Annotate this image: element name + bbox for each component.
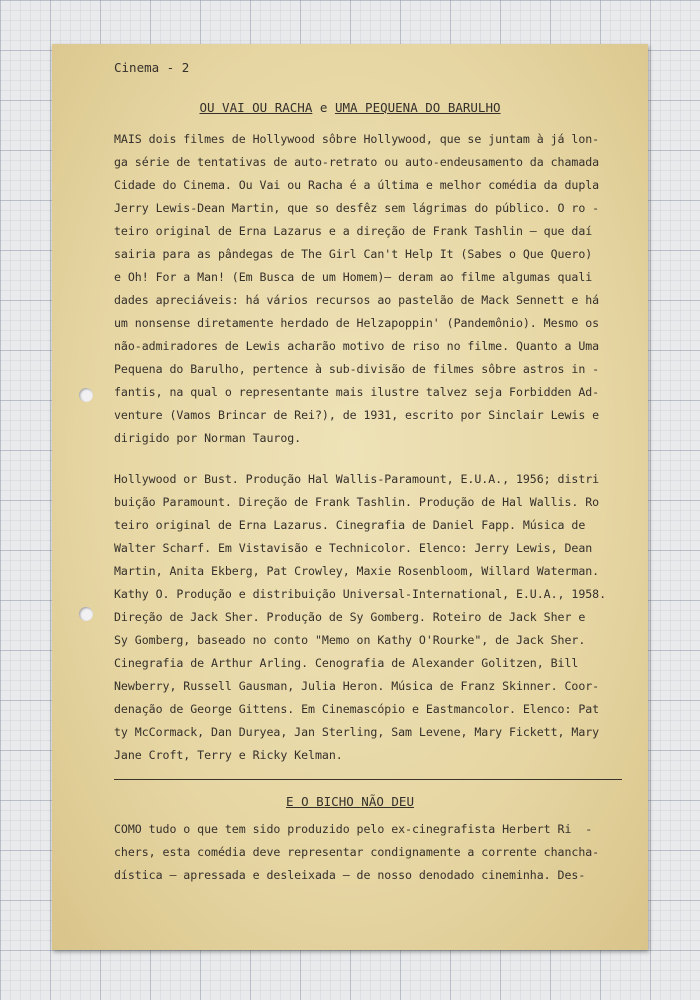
paragraph-2-credits [114, 468, 624, 767]
text-line: Newberry, Russell Gausman, Julia Heron. Música de Franz Skinner. Coor- [114, 679, 600, 693]
punch-hole [79, 607, 93, 621]
text-line: dística — apressada e desleixada — de nosso denodado cineminha. Des- [114, 868, 586, 882]
text-line: Sy Gomberg, baseado no conto "Memo on Kathy O'Rourke", de Jack Sher. [114, 633, 586, 647]
paragraph-1 [114, 128, 624, 450]
text-line: não-admiradores de Lewis acharão motivo de riso no filme. Quanto a Uma [114, 339, 600, 353]
text-line: dades apreciáveis: há vários recursos ao pastelão de Mack Sennett e há [114, 293, 600, 307]
text-line: um nonsense diretamente herdado de Helzapoppin' (Pandemônio). Mesmo os [114, 316, 600, 330]
title-part-2: UMA PEQUENA DO BARULHO [334, 100, 501, 115]
text-line: COMO tudo o que tem sido produzido pelo ex-cinegrafista Herbert Ri - [114, 822, 593, 836]
paragraph-3 [114, 818, 624, 887]
text-line: e Oh! For a Man! (Em Busca de um Homem)— deram ao filme algumas quali [114, 270, 593, 284]
text-line: Hollywood or Bust. Produção Hal Wallis-Paramount, E.U.A., 1956; distri [114, 472, 600, 486]
text-line: MAIS dois filmes de Hollywood sôbre Hollywood, que se juntam à já lon- [114, 132, 600, 146]
text-line: fantis, na qual o representante mais ilustre talvez seja Forbidden Ad- [114, 385, 600, 399]
text-line: Martin, Anita Ekberg, Pat Crowley, Maxie Rosenbloom, Willard Waterman. [114, 564, 600, 578]
text-line: Kathy O. Produção e distribuição Universal-International, E.U.A., 1958. [114, 587, 607, 601]
text-line: ga série de tentativas de auto-retrato ou auto-endeusamento da chamada [114, 155, 600, 169]
title-part-1: OU VAI OU RACHA [199, 100, 313, 115]
text-line: Cinegrafia de Arthur Arling. Cenografia de Alexander Golitzen, Bill [114, 656, 579, 670]
text-line: Jane Croft, Terry e Ricky Kelman. [114, 748, 343, 762]
section-divider [114, 779, 622, 780]
text-line: sairia para as pândegas de The Girl Can't Help It (Sabes o Que Quero) [114, 247, 593, 261]
title-separator: e [312, 100, 335, 115]
section-2-title [52, 794, 648, 809]
text-line: Jerry Lewis-Dean Martin, que so desfêz sem lágrimas do público. O ro - [114, 201, 600, 215]
text-line: Cidade do Cinema. Ou Vai ou Racha é a última e melhor comédia da dupla [114, 178, 600, 192]
section-2-title-text: E O BICHO NÃO DEU [286, 794, 414, 809]
text-line: teiro original de Erna Lazarus e a direção de Frank Tashlin — que daí [114, 224, 593, 238]
page-header: Cinema - 2 [114, 60, 190, 75]
text-line: venture (Vamos Brincar de Rei?), de 1931, escrito por Sinclair Lewis e [114, 408, 600, 422]
typewritten-page [52, 44, 648, 950]
text-line: Walter Scharf. Em Vistavisão e Technicolor. Elenco: Jerry Lewis, Dean [114, 541, 593, 555]
punch-hole [79, 388, 93, 402]
article-title [52, 100, 648, 115]
text-line: buição Paramount. Direção de Frank Tashlin. Produção de Hal Wallis. Ro [114, 495, 600, 509]
text-line: Direção de Jack Sher. Produção de Sy Gomberg. Roteiro de Jack Sher e [114, 610, 586, 624]
text-line: denação de George Gittens. Em Cinemascópio e Eastmancolor. Elenco: Pat [114, 702, 600, 716]
text-line: chers, esta comédia deve representar condignamente a corrente chancha- [114, 845, 600, 859]
text-line: dirigido por Norman Taurog. [114, 431, 302, 445]
text-line: teiro original de Erna Lazarus. Cinegrafia de Daniel Fapp. Música de [114, 518, 586, 532]
text-line: ty McCormack, Dan Duryea, Jan Sterling, Sam Levene, Mary Fickett, Mary [114, 725, 600, 739]
text-line: Pequena do Barulho, pertence à sub-divisão de filmes sôbre astros in - [114, 362, 600, 376]
